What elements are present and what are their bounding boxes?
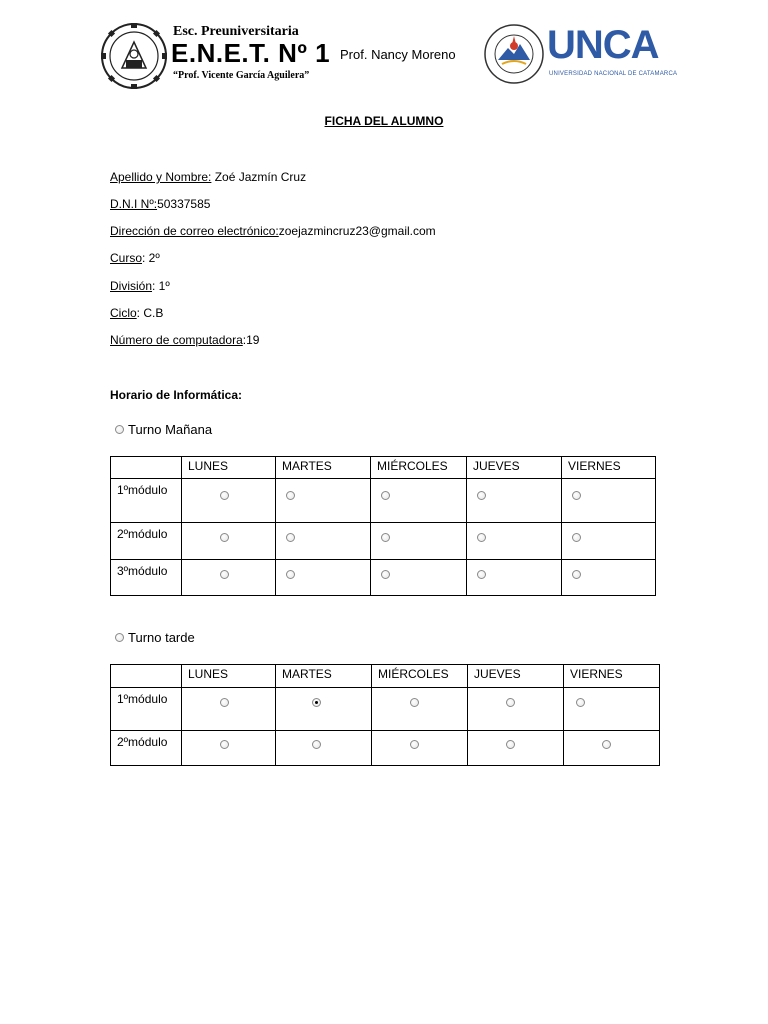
- field-ciclo-value: : C.B: [136, 306, 164, 320]
- day-header: MIÉRCOLES: [371, 457, 467, 479]
- unca-subtitle: UNIVERSIDAD NACIONAL DE CATAMARCA: [549, 71, 678, 77]
- field-ciclo: Ciclo: C.B: [110, 306, 164, 320]
- day-header: VIERNES: [564, 665, 660, 688]
- day-header: JUEVES: [468, 665, 564, 688]
- slot-radio[interactable]: [381, 570, 390, 579]
- slot-radio[interactable]: [572, 570, 581, 579]
- unca-seal-icon: [484, 24, 544, 84]
- slot-radio[interactable]: [506, 698, 515, 707]
- module-label: 1ºmódulo: [111, 479, 182, 523]
- school-name-line2: E.N.E.T. Nº 1: [171, 38, 331, 68]
- slot-radio[interactable]: [220, 533, 229, 542]
- table-row: [111, 523, 656, 560]
- turno-tarde-radio[interactable]: [115, 633, 124, 642]
- turno-manana-radio[interactable]: [115, 425, 124, 434]
- enet-school-logo-icon: [100, 22, 168, 90]
- slot-radio[interactable]: [286, 491, 295, 500]
- day-header: MARTES: [276, 665, 372, 688]
- turno-manana-label: Turno Mañana: [128, 422, 213, 437]
- table-row: [111, 731, 660, 766]
- slot-radio[interactable]: [410, 698, 419, 707]
- slot-radio[interactable]: [477, 570, 486, 579]
- table-row: [111, 479, 656, 523]
- field-email-value: zoejazmincruz23@gmail.com: [278, 224, 436, 238]
- slot-radio[interactable]: [220, 570, 229, 579]
- module-label: 1ºmódulo: [111, 688, 182, 731]
- slot-radio[interactable]: [477, 491, 486, 500]
- day-header: JUEVES: [467, 457, 562, 479]
- professor-name: Prof. Nancy Moreno: [340, 47, 456, 62]
- school-name-line3: “Prof. Vicente García Aguilera”: [173, 70, 310, 81]
- slot-radio[interactable]: [410, 740, 419, 749]
- field-computadora-value: :19: [242, 333, 260, 347]
- slot-radio[interactable]: [506, 740, 515, 749]
- schedule-table-tarde: [110, 664, 660, 766]
- slot-radio[interactable]: [220, 740, 229, 749]
- day-header: MARTES: [276, 457, 371, 479]
- field-curso: Curso: 2º: [110, 251, 160, 265]
- slot-radio[interactable]: [572, 533, 581, 542]
- field-division: División: 1º: [110, 279, 170, 293]
- field-nombre: Apellido y Nombre: Zoé Jazmín Cruz: [110, 170, 307, 184]
- slot-radio[interactable]: [477, 533, 486, 542]
- day-header: LUNES: [182, 665, 276, 688]
- field-email: Dirección de correo electrónico:zoejazmincruz23@gmail.com: [110, 224, 436, 238]
- slot-radio[interactable]: [576, 698, 585, 707]
- corner-cell: [111, 665, 182, 688]
- slot-radio[interactable]: [381, 491, 390, 500]
- day-header: VIERNES: [562, 457, 656, 479]
- field-nombre-value: Zoé Jazmín Cruz: [211, 170, 307, 184]
- field-dni-value: 50337585: [157, 197, 211, 211]
- school-name-line1: Esc. Preuniversitaria: [173, 24, 299, 39]
- field-computadora: Número de computadora:19: [110, 333, 260, 347]
- slot-radio[interactable]: [602, 740, 611, 749]
- field-curso-value: : 2º: [142, 251, 160, 265]
- turno-tarde-label: Turno tarde: [128, 630, 195, 645]
- slot-radio[interactable]: [286, 570, 295, 579]
- slot-radio[interactable]: [220, 491, 229, 500]
- slot-radio[interactable]: [220, 698, 229, 707]
- slot-radio[interactable]: [381, 533, 390, 542]
- turno-tarde-option[interactable]: [115, 630, 195, 645]
- horario-heading: Horario de Informática:: [110, 388, 243, 402]
- table-row: [111, 688, 660, 731]
- field-division-value: : 1º: [152, 279, 170, 293]
- slot-radio[interactable]: [286, 533, 295, 542]
- page-title: FICHA DEL ALUMNO: [324, 114, 444, 128]
- corner-cell: [111, 457, 182, 479]
- module-label: 2ºmódulo: [111, 731, 182, 766]
- field-dni: D.N.I Nº:50337585: [110, 197, 211, 211]
- module-label: 2ºmódulo: [111, 523, 182, 560]
- slot-radio[interactable]: [312, 740, 321, 749]
- slot-radio[interactable]: [572, 491, 581, 500]
- day-header: LUNES: [182, 457, 276, 479]
- unca-logo-text: UNCA: [547, 23, 659, 67]
- table-row: [111, 560, 656, 596]
- slot-radio[interactable]: [312, 698, 321, 707]
- day-header: MIÉRCOLES: [372, 665, 468, 688]
- schedule-table-manana: [110, 456, 656, 596]
- turno-manana-option[interactable]: [115, 422, 212, 437]
- module-label: 3ºmódulo: [111, 560, 182, 596]
